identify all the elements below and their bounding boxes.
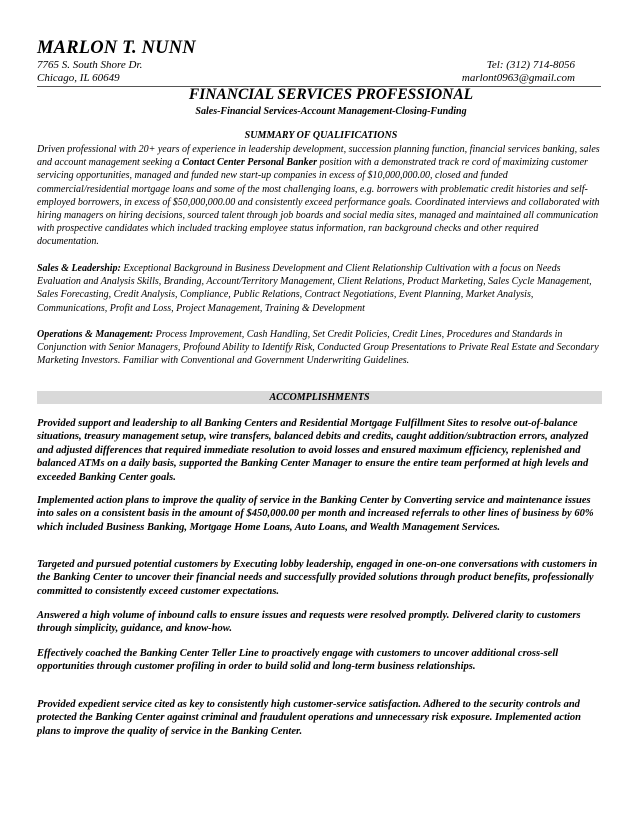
summary-text-after: position with a demonstrated track re cord of maximizing customer servicing opportunities, managed and funded new start-up companies in excess of $10,000,000.00, closed and funded commercial/residential mortgage loans and some of the most challenging loans, e.g. borrowers with problematic credit histories and self-employed borrowers, in excess of $50,000,000.00 and consistently exceed performance goals. Coordinated interviews and collaborated with hiring managers on hiring decisions, sourced talent through job boards and social media sites, managed and maintained all communication with prospective candidates which included tracking employee status information, ran background checks and other required documentation. — [37, 157, 600, 248]
accomplishment-item: Implemented action plans to improve the quality of service in the Banking Center by Converting service and maintenance issues into sales on a consistent basis in the amount of $450,000.00 per month and increased referrals to other lines of business by 60% which included Business Banking, Mortgage Home Loans, Auto Loans, and Wealth Management Services. — [37, 495, 594, 533]
summary-text-before: Driven professional with 20+ years of experience in leadership development, succession planning function, financial services banking, sales and account management seeking a — [37, 144, 600, 169]
contact-row-1 — [37, 59, 575, 72]
operations-management-paragraph — [37, 328, 602, 368]
address-line-2: Chicago, IL 60649 — [37, 72, 120, 84]
summary-paragraph — [37, 143, 602, 249]
accomplishment-item: Provided support and leadership to all Banking Centers and Residential Mortgage Fulfillment Sites to resolve out-of-balance situations, treasury management setup, wire transfers, balanced debits and credits, caught addition/subtraction errors, analyzed and adjusted differences that required immediate resolution to avoid losses and ensured maximum efficiency, replenished and balanced ATMs on a daily basis, supported the Banking Center Manager to ensure the entire team performed at high levels and exceeded Banking Center goals. — [37, 418, 589, 483]
contact-block — [37, 59, 575, 85]
operations-management-text: Process Improvement, Cash Handling, Set Credit Policies, Credit Lines, Procedures and Standards in Conjunction with Senior Managers, Profound Ability to Identify Risk, Conducted Group Presentations to Private Real Estate and Secondary Marketing Investors. Familiar with Conventional and Government Underwriting Guidelines. — [37, 329, 599, 367]
contact-row-2 — [37, 72, 575, 85]
candidate-name: MARLON T. NUNN — [37, 38, 196, 58]
operations-management-label: Operations & Management: — [37, 329, 154, 340]
accomplishment-item: Effectively coached the Banking Center Teller Line to proactively engage with customers to uncover additional cross-sell opportunities through customer profiling in order to build solid and long-term business relationships. — [37, 648, 559, 673]
accomplishment-item: Answered a high volume of inbound calls to ensure issues and requests were resolved promptly. Delivered clarity to customers through simplicity, guidance, and know-how. — [37, 610, 581, 635]
summary-title: SUMMARY OF QUALIFICATIONS — [244, 130, 398, 141]
accomplishment-item: Provided expedient service cited as key to consistently high customer-service satisfaction. Adhered to the security controls and protected the Banking Center against criminal and fraudulent operations and unnecessary risk exposure. Implemented action plans to improve the quality of service in the Banking Center. — [37, 699, 582, 737]
sales-leadership-text: Exceptional Background in Business Development and Client Relationship Cultivation with a focus on Needs Evaluation and Analysis Skills, Branding, Account/Territory Management, Client Relations, Product Marketing, Sales Cycle Management, Sales Forecasting, Credit Analysis, Compliance, Public Relations, Contract Negotiations, Event Planning, Market Analysis, Communications, Profit and Loss, Project Management, Training & Development — [37, 263, 592, 314]
professional-headline: FINANCIAL SERVICES PROFESSIONAL — [188, 86, 474, 103]
email-address: marlont0963@gmail.com — [461, 72, 575, 84]
accomplishment-item: Targeted and pursued potential customers by Executing lobby leadership, engaged in one-on-one conversations with customers in the Banking Center to uncover their financial needs and successfully provided solutions through product benefits, professionally committed to consistently exceed customer expectations. — [37, 559, 598, 597]
sales-leadership-label: Sales & Leadership: — [37, 263, 121, 274]
summary-highlight: Contact Center Personal Banker — [182, 157, 317, 169]
phone-number: Tel: (312) 714-8056 — [486, 59, 575, 71]
accomplishments-title: ACCOMPLISHMENTS — [37, 391, 602, 404]
address-line-1: 7765 S. South Shore Dr. — [37, 59, 143, 71]
professional-subheadline: Sales-Financial Services-Account Management-Closing-Funding — [195, 106, 467, 117]
sales-leadership-paragraph — [37, 262, 602, 315]
